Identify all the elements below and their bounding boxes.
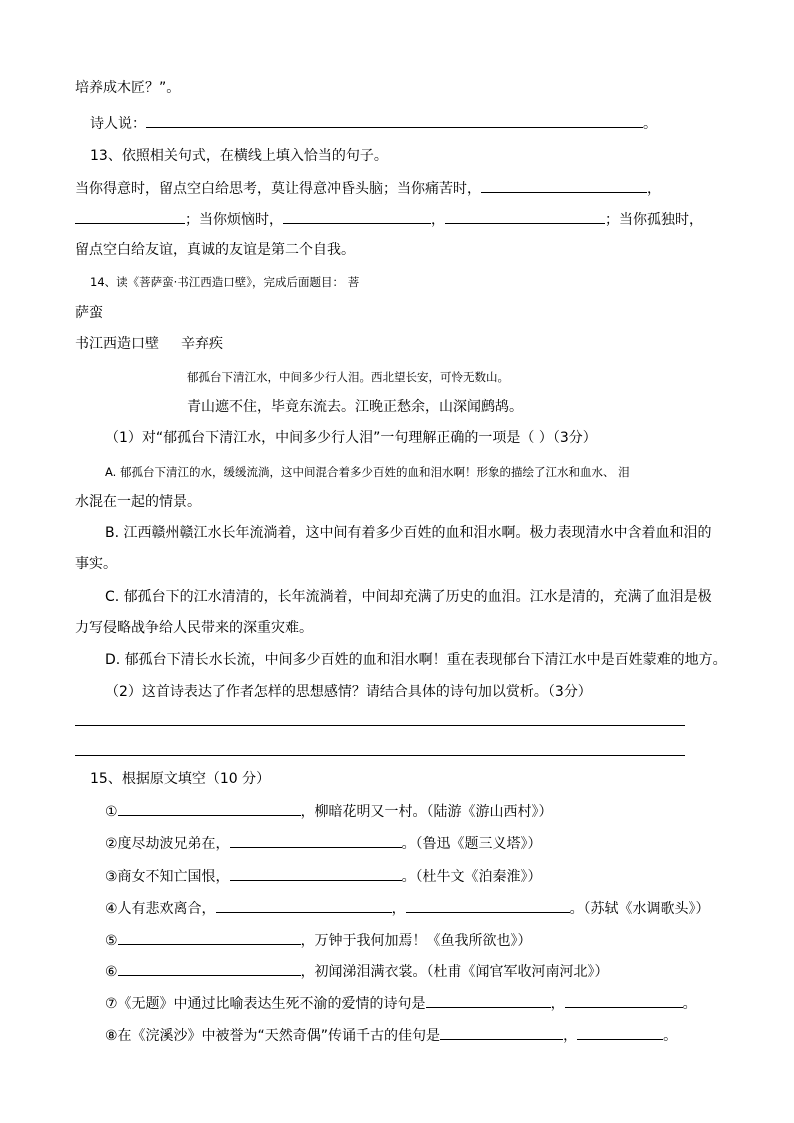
q14-title-cont: 萨蛮 [75, 305, 103, 321]
q14-sub2: （2）这首诗表达了作者怎样的思想感情？请结合具体的诗句加以赏析。（3分） [105, 684, 592, 700]
q13-line1: 当你得意时，留点空白给思考，莫让得意冲昏头脑；当你痛苦时， ， [75, 178, 661, 199]
q14-title: 14、读《菩萨蛮·书江西造口壁》，完成后面题目： 菩 [90, 275, 360, 289]
q15-item-7: ⑦《无题》中通过比喻表达生死不渝的爱情的诗句是 ， 。 [105, 993, 697, 1014]
option-a-line1: A. 郁孤台下清江的水，缓缓流淌，这中间混合着多少百姓的血和泪水啊！形象的描绘了江水和血水、 泪 [105, 465, 630, 479]
q15-blank-3[interactable] [230, 866, 402, 881]
q15-blank-7a[interactable] [426, 993, 551, 1008]
option-a-line2: 水混在一起的情景。 [75, 494, 201, 510]
q13-blank-3[interactable] [283, 209, 431, 224]
q15-item-4: ④人有悲欢离合， ， 。（苏轼《水调歌头》） [105, 898, 710, 919]
q15-title: 15、根据原文填空（10 分） [90, 771, 271, 787]
option-b-line1: B. 江西赣州赣江水长年流淌着，这中间有着多少百姓的血和泪水啊。极力表现清水中含着血和泪的 [105, 525, 712, 541]
paragraph-end: 培养成木匠？”。 [75, 80, 181, 96]
q15-blank-4b[interactable] [406, 898, 570, 913]
answer-line-1[interactable] [75, 725, 685, 726]
q15-blank-2[interactable] [230, 833, 402, 848]
q13-line2: ；当你烦恼时， ， ；当你孤独时， [75, 209, 703, 230]
poem-heading [75, 334, 223, 354]
q15-blank-4a[interactable] [216, 898, 392, 913]
q13-blank-4[interactable] [445, 209, 605, 224]
poet-says-line: 诗人说： 。 [90, 113, 657, 134]
q15-item-8: ⑧在《浣溪沙》中被誉为“天然奇偶”传诵千古的佳句是 ， 。 [105, 1025, 677, 1046]
poem-line-2: 青山遮不住，毕竟东流去。江晚正愁余，山深闻鹧鸪。 [187, 399, 523, 415]
option-b-line2: 事实。 [75, 556, 117, 572]
q15-item-1: ① ，柳暗花明又一村。（陆游《游山西村》） [105, 801, 553, 822]
q15-item-5: ⑤ ，万钟于我何加焉！《鱼我所欲也》） [105, 930, 532, 951]
answer-line-2[interactable] [75, 755, 685, 756]
q15-item-6: ⑥ ，初闻涕泪满衣裳。（杜甫《闻官军收河南河北》） [105, 961, 609, 982]
poem-subtitle: 书江西造口壁 [75, 336, 159, 352]
option-c-line1: C. 郁孤台下的江水清清的，长年流淌着，中间却充满了历史的血泪。江水是清的，充满了血泪是极 [105, 589, 712, 605]
poem-line-1: 郁孤台下清江水，中间多少行人泪。西北望长安，可怜无数山。 [187, 370, 509, 384]
option-d-line1: D. 郁孤台下清长水长流，中间多少百姓的血和泪水啊！重在表现郁台下清江水中是百姓蒙难的地方。 [105, 652, 727, 668]
q14-sub1: （1）对“郁孤台下清江水，中间多少行人泪”一句理解正确的一项是（ ）（3分） [105, 430, 597, 446]
q15-blank-1[interactable] [118, 801, 301, 816]
q15-blank-8a[interactable] [440, 1025, 563, 1040]
q13-blank-1[interactable] [481, 178, 647, 193]
option-c-line2: 力写侵略战争给人民带来的深重灾难。 [75, 620, 313, 636]
q15-item-3: ③商女不知亡国恨， 。（杜牛文《泊秦淮》） [105, 866, 542, 887]
q15-blank-5[interactable] [118, 930, 301, 945]
q15-blank-6[interactable] [118, 961, 301, 976]
poet-says-blank[interactable] [146, 113, 643, 128]
poet-says-label: 诗人说： [90, 116, 146, 132]
q15-item-2: ②度尽劫波兄弟在， 。（鲁迅《题三义塔》） [105, 833, 542, 854]
q15-blank-7b[interactable] [565, 993, 683, 1008]
q15-blank-8b[interactable] [577, 1025, 663, 1040]
q13-line3: 留点空白给友谊，真诚的友谊是第二个自我。 [75, 242, 355, 258]
poem-author: 辛弃疾 [181, 336, 223, 352]
q13-title: 13、依照相关句式，在横线上填入恰当的句子。 [90, 148, 388, 164]
q13-blank-2[interactable] [75, 209, 185, 224]
